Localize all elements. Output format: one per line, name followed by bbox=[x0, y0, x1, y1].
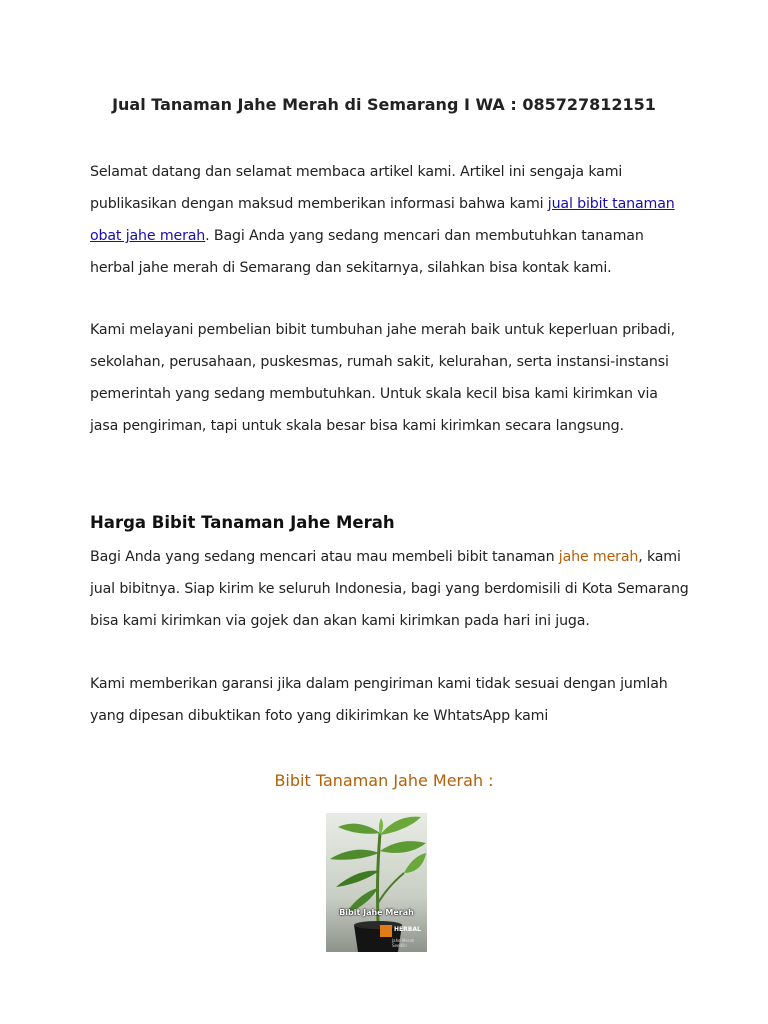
image-caption: Bibit Tanaman Jahe Merah : bbox=[274, 771, 494, 790]
ginger-seedling-photo bbox=[326, 813, 427, 952]
service-paragraph: Kami melayani pembelian bibit tumbuhan jahe merah baik untuk keperluan pribadi, sekolahan, perusahaan, puskesmas, rumah sakit, kelurahan, serta instansi-instansi pemerintah yang sedang membutuhkan. Untuk skala kecil bisa kami kirimkan via jasa pengiriman, tapi untuk skala besar bisa kami kirimkan secara langsung. bbox=[90, 322, 675, 434]
photo-small-text: Jahe Merah Seedlin bbox=[392, 938, 415, 948]
product-link[interactable]: jual bibit tanaman obat jahe merah bbox=[90, 196, 675, 244]
offer-text-start: Bagi Anda yang sedang mencari atau mau membeli bibit tanaman bbox=[90, 549, 559, 565]
offer-text-end: , kami jual bibitnya. Siap kirim ke seluruh Indonesia, bagi yang berdomisili di Kota Semarang bisa kami kirimkan via gojek dan akan kami kirimkan pada hari ini juga. bbox=[90, 549, 689, 629]
guarantee-paragraph: Kami memberikan garansi jika dalam pengiriman kami tidak sesuai dengan jumlah yang dipesan dibuktikan foto yang dikirimkan ke WhtatsApp kami bbox=[90, 676, 668, 724]
intro-text-end: . Bagi Anda yang sedang mencari dan membutuhkan tanaman herbal jahe merah di Semarang dan sekitarnya, silahkan bisa kontak kami. bbox=[90, 228, 644, 276]
page-title: Jual Tanaman Jahe Merah di Semarang I WA : 085727812151 bbox=[112, 95, 656, 114]
intro-text-start: Selamat datang dan selamat membaca artikel kami. Artikel ini sengaja kami publikasikan dengan maksud memberikan informasi bahwa kami bbox=[90, 164, 623, 212]
photo-brand: HERBAL bbox=[394, 926, 421, 933]
price-heading: Harga Bibit Tanaman Jahe Merah bbox=[90, 513, 395, 532]
highlighted-term: jahe merah bbox=[558, 549, 639, 565]
offer-paragraph bbox=[90, 541, 690, 637]
intro-paragraph bbox=[90, 156, 690, 284]
photo-label: Bibit Jahe Merah bbox=[339, 908, 414, 917]
